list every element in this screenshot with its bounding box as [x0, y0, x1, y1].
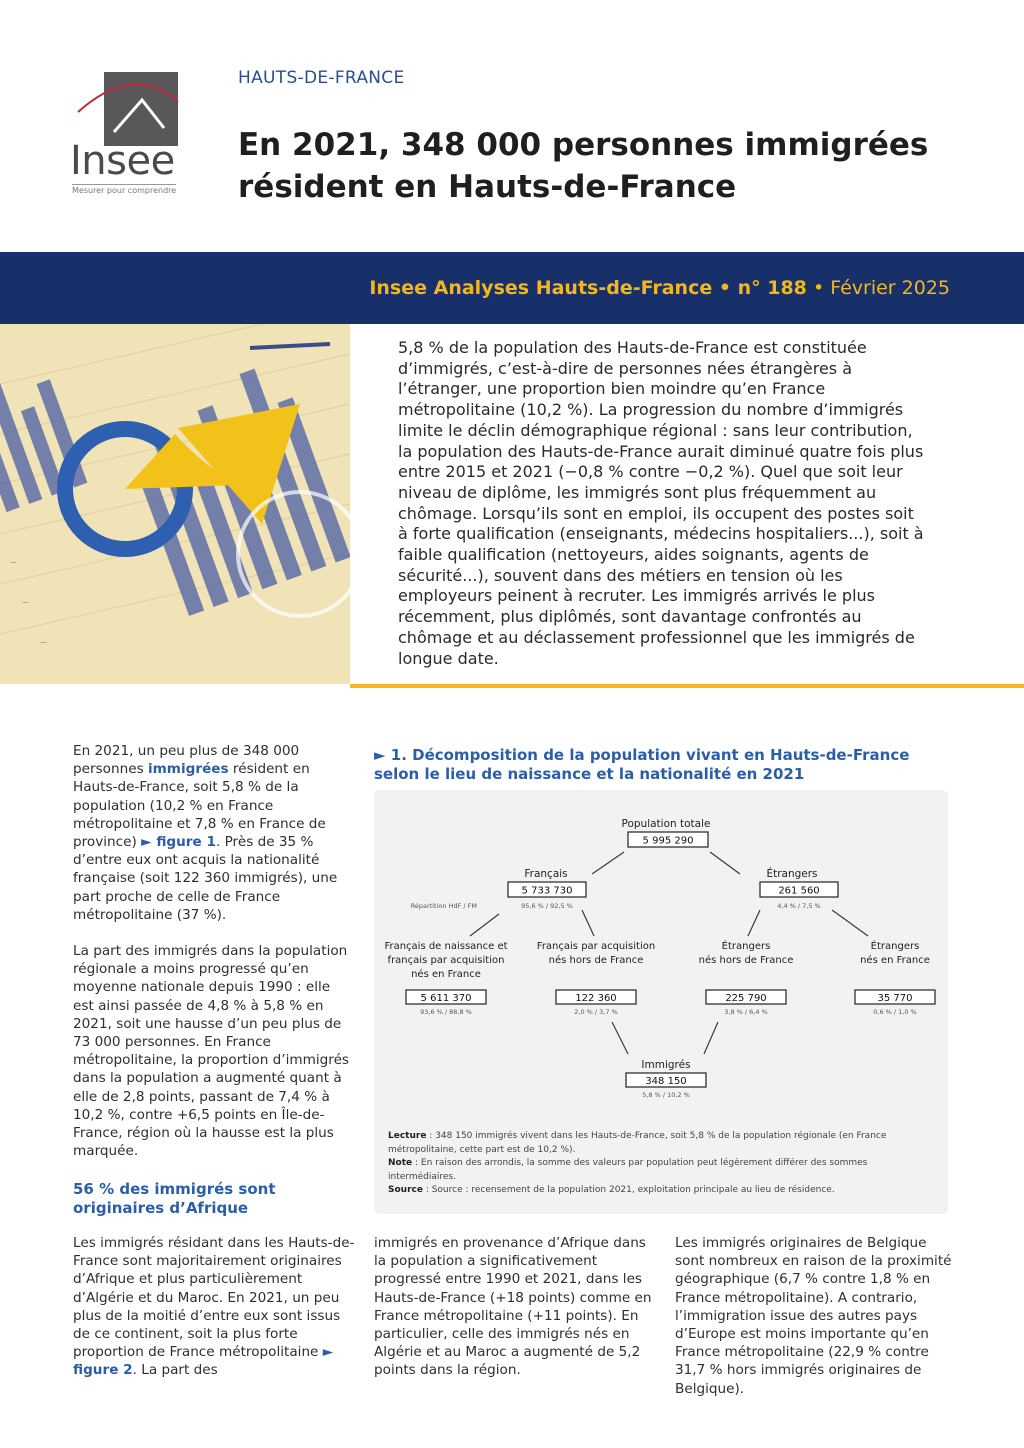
node-fr-naissance-label-1: Français de naissance et — [384, 941, 508, 952]
p1-text-b: résident en Hauts-de-France, soit 5,8 % de la population (10,2 % en France métropolitaine et 7,8 % en France de province) — [73, 761, 326, 851]
node-fr-naissance-value: 5 611 370 — [420, 993, 472, 1004]
node-francais-share: 95,6 % / 92,5 % — [521, 902, 573, 910]
p3-text-a: Les immigrés résidant dans les Hauts-de-France sont majoritairement originaires d’Afrique et plus particulièrement d’Algérie et du Maroc. En 2021, un peu plus de la moitié d’entre eux sont issus de ce continent, soit la plus forte proportion de France métropolitaine — [73, 1235, 355, 1361]
node-francais-share-label: Répartition HdF / FM — [410, 902, 477, 910]
figure-1-title: ► 1. Décomposition de la population vivant en Hauts-de-France selon le lieu de naissance et la nationalité en 2021 — [374, 746, 910, 783]
p3-text-b: . La part des — [132, 1362, 218, 1379]
section-heading-africa: 56 % des immigrés sont originaires d’Afrique — [73, 1180, 276, 1217]
paragraph-4: immigrés en provenance d’Afrique dans la population a significativement progressé entre 1990 et 2021, dans les Hauts-de-France (+18 points) comme en France métropolitaine (+11 points). En particulier, celle des immigrés nés en Algérie et au Maroc a augmenté de 5,2 points dans la région. — [374, 1235, 652, 1379]
svg-text:—: — — [22, 598, 29, 606]
paragraph-3 — [73, 1234, 355, 1380]
logo-tagline: Mesurer pour comprendre — [72, 186, 177, 195]
node-fr-naissance-label-2: français par acquisition — [387, 955, 505, 966]
node-fr-naissance-label-3: nés en France — [411, 969, 481, 980]
svg-text:—: — — [40, 638, 47, 646]
node-immigres-value: 348 150 — [645, 1076, 687, 1087]
node-fr-acquisition-share: 2,0 % / 3,7 % — [574, 1008, 618, 1016]
publication-line — [369, 277, 950, 299]
node-etr-hors-label-2: nés hors de France — [698, 955, 794, 966]
lecture-text: : 348 150 immigrés vivent dans les Hauts-de-France, soit 5,8 % de la population régionale (en France métropolitaine, cette part est de 10,2 %). — [388, 1131, 887, 1155]
paragraph-2: La part des immigrés dans la population régionale a moins progressé qu’en moyenne nationale depuis 1990 : elle est ainsi passée de 4,8 % à 5,8 % en 2021, soit une hausse d’un peu plus de 73 000 personnes. En France métropolitaine, la proportion d’immigrés dans la population a augmenté quant à elle de 2,8 points, passant de 7,4 % à 10,2 %, contre +6,5 points en Île-de-France, région où la hausse est la plus marquée. — [73, 943, 350, 1160]
node-etrangers-share: 4,4 % / 7,5 % — [777, 902, 821, 910]
node-etr-hors-value: 225 790 — [725, 993, 767, 1004]
population-tree-diagram — [374, 790, 948, 1130]
immigres-definition-link[interactable]: immigrées — [147, 761, 229, 778]
figure-1-notes — [388, 1130, 928, 1198]
paragraph-1 — [73, 742, 355, 924]
figure-2-link[interactable]: ► figure 2 — [73, 1344, 334, 1379]
page-title: En 2021, 348 000 personnes immigrées résident en Hauts-de-France — [238, 127, 929, 205]
publication-band — [0, 252, 1024, 324]
svg-text:—: — — [10, 558, 17, 566]
source-label: Source — [388, 1185, 423, 1195]
node-fr-acquisition-label-1: Français par acquisition — [536, 941, 656, 952]
node-etr-france-value: 35 770 — [877, 993, 913, 1004]
insee-logo — [70, 72, 182, 198]
node-etr-france-label-2: nés en France — [860, 955, 930, 966]
node-etr-hors-label-1: Étrangers — [721, 941, 771, 952]
hero-chart-illustration — [0, 324, 350, 684]
publication-date: • Février 2025 — [806, 277, 950, 299]
logo-wordmark: Insee — [70, 138, 175, 184]
source-text: : Source : recensement de la population 2021, exploitation principale au lieu de résidence. — [422, 1185, 835, 1195]
region-label: HAUTS-DE-FRANCE — [238, 68, 405, 88]
node-francais-label: Français — [524, 868, 568, 880]
node-etr-france-label-1: Étrangers — [870, 941, 920, 952]
publication-name: Insee Analyses Hauts-de-France • n° 188 — [369, 277, 807, 299]
node-etrangers-label: Étrangers — [766, 868, 818, 880]
node-etr-france-share: 0,6 % / 1,0 % — [873, 1008, 917, 1016]
p1-text-c: . Près de 35 % d’entre eux ont acquis la nationalité française (soit 122 360 immigrés), une part proche de celle de France métropolitaine (37 %). — [73, 834, 338, 923]
figure-1-diagram — [374, 790, 948, 1214]
hero-image — [0, 324, 350, 684]
node-total-label: Population totale — [621, 818, 711, 830]
node-fr-naissance-share: 93,6 % / 88,8 % — [420, 1008, 472, 1016]
yellow-divider — [350, 684, 1024, 688]
node-etr-hors-share: 3,8 % / 6,4 % — [724, 1008, 768, 1016]
node-fr-acquisition-label-2: nés hors de France — [548, 955, 644, 966]
paragraph-5: Les immigrés originaires de Belgique sont nombreux en raison de la proximité géographique (6,7 % contre 1,8 % en France métropolitaine). A contrario, l’immigration issue des autres pays d’Europe est moins importante qu’en France métropolitaine (22,9 % contre 31,7 % hors immigrés originaires de Belgique). — [675, 1235, 952, 1397]
p1-text-a: En 2021, un peu plus de 348 000 personnes — [73, 743, 300, 778]
abstract-text: 5,8 % de la population des Hauts-de-France est constituée d’immigrés, c’est-à-dire de personnes nées étrangères à l’étranger, une proportion bien moindre qu’en France métropolitaine (10,2 %). La progression du nombre d’immigrés limite le déclin démographique régional : sans leur contribution, la population des Hauts-de-France aurait diminué quatre fois plus entre 2015 et 2021 (−0,8 % contre −0,2 %). Quel que soit leur niveau de diplôme, les immigrés sont plus fréquemment au chômage. Lorsqu’ils sont en emploi, ils occupent des postes soit à forte qualification (enseignants, médecins hospitaliers...), soit à faible qualification (nettoyeurs, aides soignants, agents de sécurité...), souvent dans des métiers en tension où les employeurs peinent à recruter. Les immigrés arrivés le plus récemment, plus diplômés, sont davantage confrontés au chômage et au déclassement professionnel que les immigrés de longue date. — [398, 338, 924, 668]
lecture-label: Lecture — [388, 1131, 427, 1141]
node-francais-value: 5 733 730 — [521, 885, 573, 897]
node-fr-acquisition-value: 122 360 — [575, 993, 617, 1004]
node-etrangers-value: 261 560 — [778, 885, 820, 897]
node-immigres-label: Immigrés — [641, 1059, 691, 1071]
note-label: Note — [388, 1158, 413, 1168]
figure-1-link[interactable]: ► figure 1 — [141, 834, 216, 851]
logo-arc-icon — [104, 72, 178, 146]
note-text: : En raison des arrondis, la somme des valeurs par population peut légèrement différer des sommes intermédiaires. — [388, 1158, 868, 1182]
node-immigres-share: 5,8 % / 10,2 % — [642, 1091, 690, 1099]
node-total-value: 5 995 290 — [642, 835, 694, 847]
logo-square — [104, 72, 178, 146]
